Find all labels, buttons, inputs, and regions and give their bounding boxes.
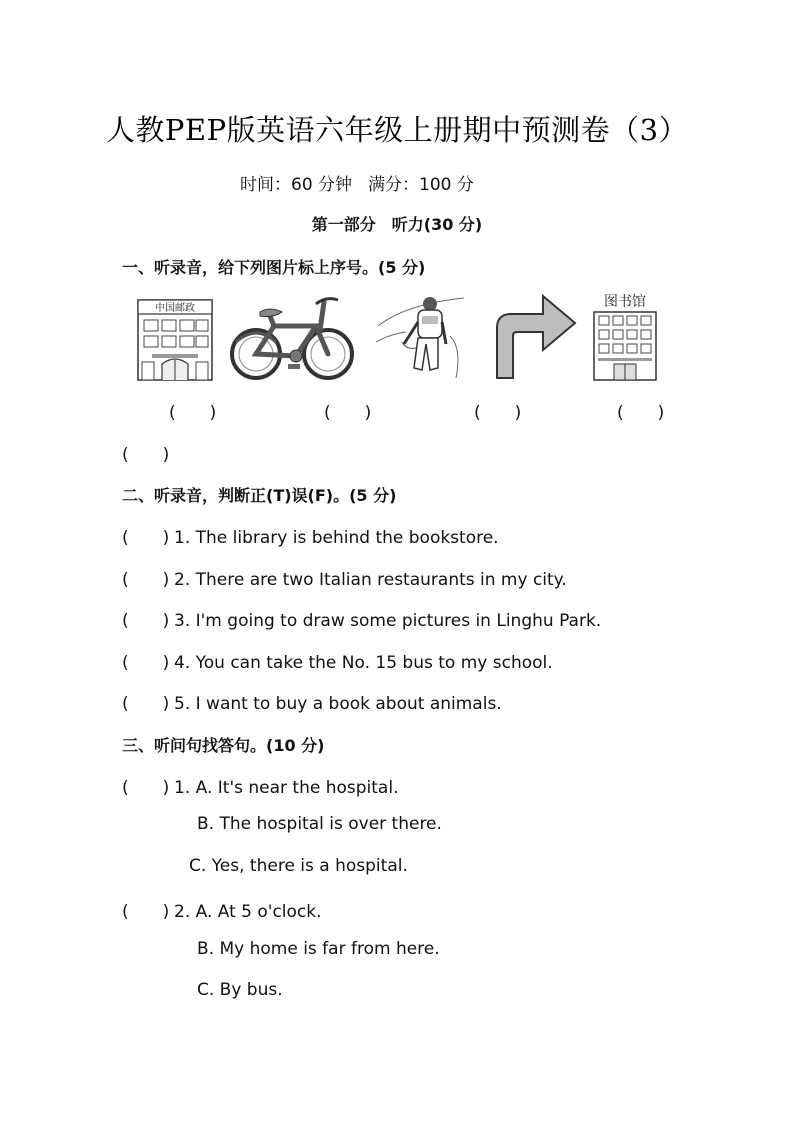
question-option-a: ( ) 1. A. It's near the hospital.: [122, 773, 398, 798]
picture-blank[interactable]: ( ): [617, 403, 665, 423]
picture-blank[interactable]: ( ): [169, 403, 217, 423]
answer-blank[interactable]: ( ): [122, 902, 170, 922]
section3-heading: 三、听问句找答句。(10 分): [122, 736, 325, 755]
full-score: 满分：100 分: [368, 175, 474, 195]
question-option-b: B. My home is far from here.: [197, 939, 440, 959]
question-option-c: C. By bus.: [197, 980, 283, 1000]
section1-heading: 一、听录音，给下列图片标上序号。(5 分): [122, 258, 426, 277]
list-item: ( ) 5. I want to buy a book about animals.: [122, 689, 502, 714]
question-option-a: ( ) 2. A. At 5 o'clock.: [122, 897, 322, 922]
answer-blank[interactable]: ( ): [122, 694, 170, 714]
library-building-icon: [590, 292, 660, 382]
section2-heading: 二、听录音，判断正(T)误(F)。(5 分): [122, 486, 397, 505]
page-title: 人教PEP版英语六年级上册期中预测卷（3）: [105, 113, 689, 147]
library-sign: 图书馆: [604, 294, 646, 310]
answer-blank[interactable]: ( ): [122, 653, 170, 673]
answer-blank[interactable]: ( ): [122, 570, 170, 590]
question-option-b: B. The hospital is over there.: [197, 814, 442, 834]
post-office-icon: [136, 292, 214, 382]
post-office-sign: 中国邮政: [155, 303, 195, 314]
picture-blank[interactable]: ( ): [122, 445, 170, 465]
picture-blank[interactable]: ( ): [324, 403, 372, 423]
answer-blank[interactable]: ( ): [122, 528, 170, 548]
part-title: 第一部分 听力(30 分): [311, 215, 483, 234]
turn-right-arrow-icon: [491, 292, 579, 382]
question-option-c: C. Yes, there is a hospital.: [189, 856, 408, 876]
answer-blank[interactable]: ( ): [122, 611, 170, 631]
list-item: ( ) 2. There are two Italian restaurants in my city.: [122, 565, 567, 590]
exam-meta: [240, 170, 474, 195]
hiker-icon: [376, 292, 468, 382]
list-item: ( ) 3. I'm going to draw some pictures in Linghu Park.: [122, 606, 601, 631]
time-limit: 时间：60 分钟: [240, 175, 353, 195]
bicycle-icon: [230, 292, 356, 382]
picture-blank[interactable]: ( ): [474, 403, 522, 423]
answer-blank[interactable]: ( ): [122, 778, 170, 798]
list-item: ( ) 1. The library is behind the bookstore.: [122, 523, 499, 548]
list-item: ( ) 4. You can take the No. 15 bus to my school.: [122, 648, 553, 673]
